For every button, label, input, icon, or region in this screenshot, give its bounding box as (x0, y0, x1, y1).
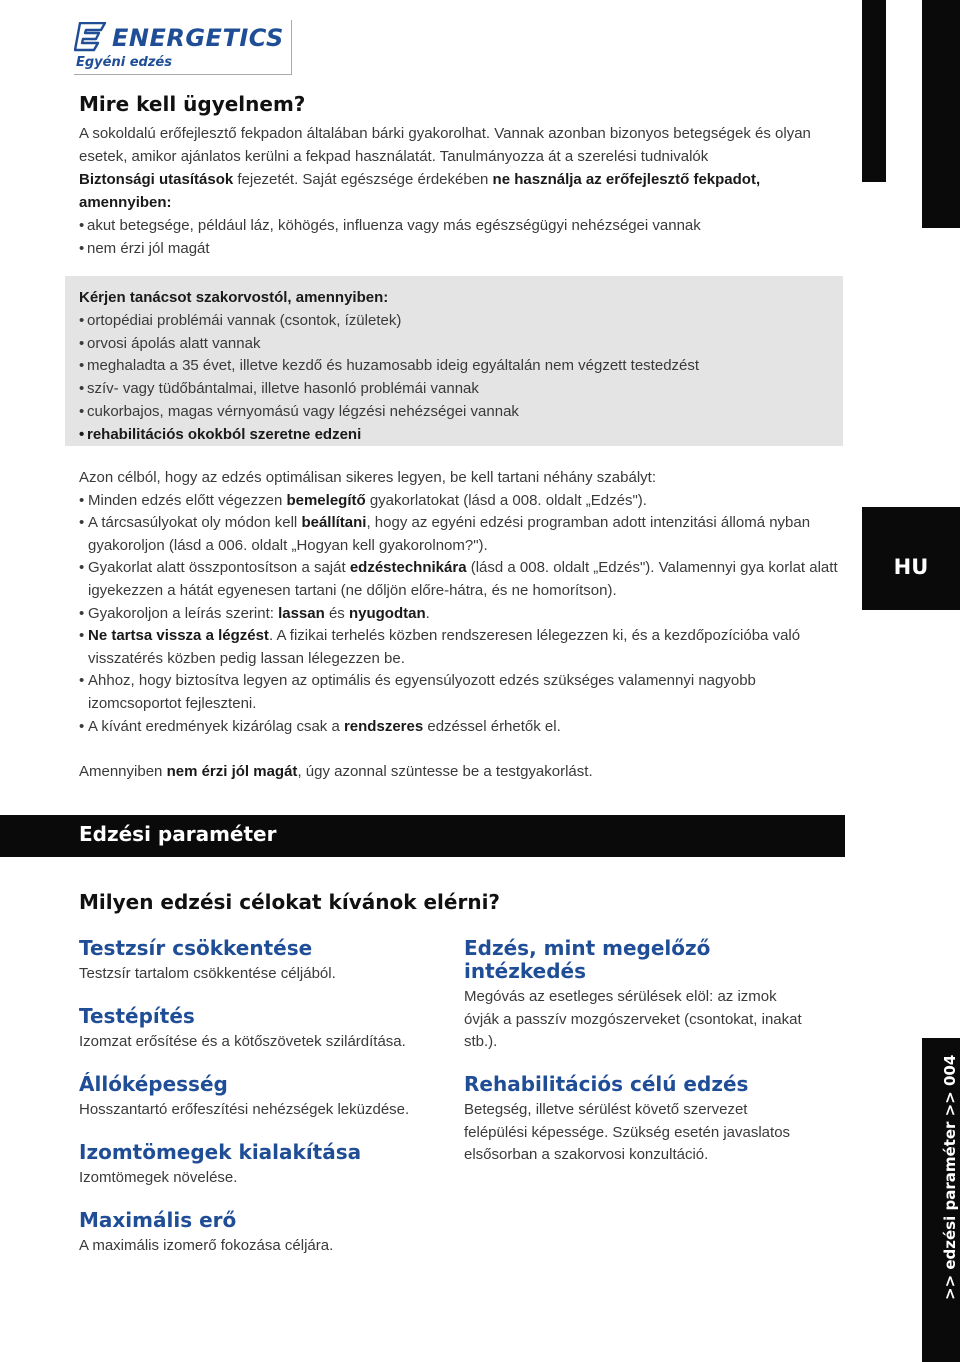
list-item: • szív- vagy tüdőbántalmai, illetve hasonló problémái vannak (79, 378, 839, 401)
rule-item: • A kívánt eredmények kizárólag csak a rendszeres edzéssel érhetők el. (79, 716, 839, 739)
decor-tab-top (862, 0, 886, 182)
warning-intro (79, 122, 839, 260)
intro-text-1: A sokoldalú erőfejlesztő fekpadon általában bárki gyakorolhat. Vannak azonban bizonyos betegségek és olyan esetek, amikor ajánlatos kerülni a fekpad használatát. Tanulmányozza át a szerelési tudnivalók (79, 125, 811, 165)
goal-item (464, 937, 804, 1054)
goal-item (79, 1141, 459, 1190)
rule-item: • Minden edzés előtt végezzen bemelegítő gyakorlatokat (lásd a 008. oldalt „Edzés"). (79, 490, 839, 513)
brand-name: ENERGETICS (112, 24, 284, 52)
goal-item (79, 937, 459, 986)
brand-subtitle: Egyéni edzés (76, 55, 172, 70)
stop-notice: Amennyiben nem érzi jól magát, úgy azonnal szüntesse be a testgyakorlást. (79, 763, 593, 780)
section-title: Edzési paraméter (79, 822, 277, 846)
rule-item: • Gyakorlat alatt összpontosítson a saját edzéstechnikára (lásd a 008. oldalt „Edzés"). Valamennyi gya korlat alatt igyekezzen a hátát egyenesen tartani (ne dőljön előre-hátra, és ne homorítson). (79, 557, 839, 602)
rule-item: • Ne tartsa vissza a légzést. A fizikai terhelés közben rendszeresen lélegezzen ki, és a kezdőpozícióba való visszatérés közben pedig lassan lélegezzen be. (79, 625, 839, 670)
goal-title: Edzés, mint megelőző intézkedés (464, 936, 711, 983)
rules-lead: Azon célból, hogy az edzés optimálisan sikeres legyen, be kell tartani néhány szabályt: (79, 469, 656, 486)
rule-item: • Ahhoz, hogy biztosítva legyen az optimális és egyensúlyozott edzés szükséges valamennyi nagyobb izomcsoportot fejleszteni. (79, 670, 839, 715)
energetics-logo-icon (74, 22, 106, 52)
goal-title: Testzsír csökkentése (79, 936, 313, 960)
goal-item (79, 1209, 459, 1258)
list-item: • rehabilitációs okokból szeretne edzeni (79, 424, 839, 447)
goal-item (79, 1005, 459, 1054)
goal-title: Izomtömegek kialakítása (79, 1140, 362, 1164)
goal-title: Maximális erő (79, 1208, 237, 1232)
goal-title: Testépítés (79, 1004, 195, 1028)
list-item: • akut betegsége, például láz, köhögés, influenza vagy más egészségügyi nehézségei vannak (79, 214, 839, 237)
goal-description: Betegség, illetve sérülést követő szervezet felépülési képessége. Szükség esetén javaslatos elsősorban a szakorvosi konzultáció. (464, 1101, 791, 1163)
goal-item (79, 1073, 459, 1122)
decor-tab-right (922, 0, 960, 228)
goal-title: Rehabilitációs célú edzés (464, 1072, 749, 1096)
goal-description: Megóvás az esetleges sérülések elöl: az izmok óvják a passzív mozgószerveket (csontokat, inakat stb.). (464, 988, 802, 1050)
goals-title: Milyen edzési célokat kívánok elérni? (79, 890, 501, 914)
goal-description: Izomtömegek növelése. (79, 1169, 238, 1186)
list-item: • ortopédiai problémái vannak (csontok, ízületek) (79, 310, 839, 333)
consult-lead: Kérjen tanácsot szakorvostól, amennyiben: (79, 289, 389, 306)
goal-description: A maximális izomerő fokozása céljára. (79, 1237, 334, 1254)
list-item: • cukorbajos, magas vérnyomású vagy légzési nehézségei vannak (79, 401, 839, 424)
language-label: HU (893, 555, 929, 579)
section-side-label: >> edzési paraméter >> 004 (941, 1054, 959, 1300)
goal-description: Testzsír tartalom csökkentése céljából. (79, 965, 336, 982)
do-not-use-warning: ne használja az erőfejlesztő fekpadot, amennyiben: (79, 171, 761, 211)
goal-description: Izomzat erősítése és a kötőszövetek szilárdítása. (79, 1033, 406, 1050)
goal-description: Hosszantartó erőfeszítési nehézségek leküzdése. (79, 1101, 410, 1118)
training-rules (79, 467, 839, 738)
safety-instructions-ref: Biztonsági utasítások (79, 171, 234, 188)
rule-item: • A tárcsasúlyokat oly módon kell beállítani, hogy az egyéni edzési programban adott intenzitási állomá nyban gyakoroljon (lásd a 006. oldalt „Hogyan kell gyakorolnom?"). (79, 512, 839, 557)
rule-item: • Gyakoroljon a leírás szerint: lassan és nyugodtan. (79, 603, 839, 626)
consult-list (79, 287, 839, 447)
list-item: • meghaladta a 35 évet, illetve kezdő és huzamosabb ideig egyáltalán nem végzett testedzést (79, 355, 839, 378)
list-item: • orvosi ápolás alatt vannak (79, 333, 839, 356)
list-item: • nem érzi jól magát (79, 237, 839, 260)
goal-title: Állóképesség (79, 1072, 228, 1096)
warning-title: Mire kell ügyelnem? (79, 92, 306, 116)
goal-item (464, 1073, 804, 1167)
intro-text-2: fejezetét. Saját egészsége érdekében (233, 171, 493, 188)
brand-logo (74, 20, 292, 75)
